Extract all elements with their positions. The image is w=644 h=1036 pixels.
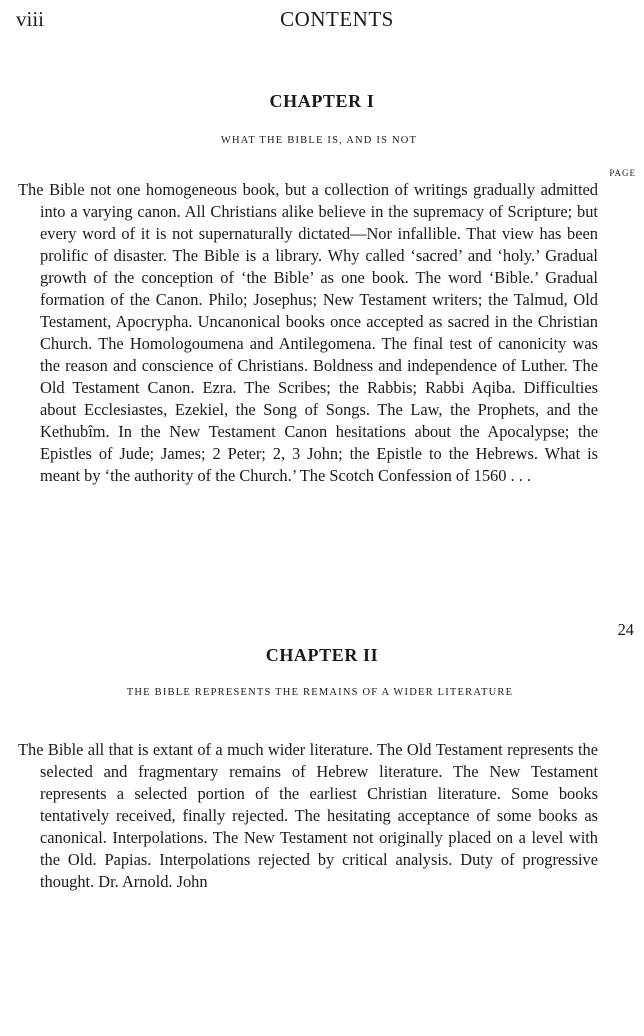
page-number: viii	[16, 7, 45, 31]
running-head	[14, 6, 630, 32]
chapter-title: THE BIBLE REPRESENTS THE REMAINS OF A WIDER LITERATURE	[126, 687, 514, 698]
chapter-heading: CHAPTER II	[265, 645, 379, 665]
page-column-label: PAGE	[609, 168, 636, 178]
chapter-1-entry	[0, 90, 644, 639]
page-reference: 24	[617, 620, 634, 639]
chapter-summary: The Bible all that is extant of a much wider literature. The Old Testament represents the selected and fragmentary remains of Hebrew literature. The New Testament represents a selected portion of the earliest Christian literature. Some books tentatively received, finally rejected. The hesitating acceptance of some books as canonical. Interpolations. The New Testament not originally placed on a level with the Old. Papias. Interpolations rejected by critical analysis. Duty of progressive thought. Dr. Arnold. John	[18, 740, 598, 891]
running-title: CONTENTS	[280, 7, 394, 31]
chapter-title: WHAT THE BIBLE IS, AND IS NOT	[220, 135, 418, 146]
chapter-heading: CHAPTER I	[269, 91, 375, 111]
chapter-2-entry	[0, 644, 644, 891]
chapter-summary: The Bible not one homogeneous book, but a collection of writings gradually admitted into a varying canon. All Christians alike believe in the supremacy of Scripture; but every word of it is not supernaturally dictated—Nor infallible. That view has been prolific of disaster. The Bible is a library. Why called ‘sacred’ and ‘holy.’ Gradual growth of the conception of ‘the Bible’ as one book. The word ‘Bible.’ Gradual formation of the Canon. Philo; Josephus; New Testament writers; the Talmud, Old Testament, Apocrypha. Uncanonical books once accepted as sacred in the Christian Church. The Homologoumena and Antilegomena. The final test of canonicity was the reason and conscience of Christians. Boldness and independence of Luther. The Old Testament Canon. Ezra. The Scribes; the Rabbis; Rabbi Aqiba. Difficulties about Ecclesiastes, Ezekiel, the Song of Songs. The Law, the Prophets, and the Kethubîm. In the New Testament Canon hesitations about the Apocalypse; the Epistles of Jude; James; 2 Peter; 2, 3 John; the Epistle to the Hebrews. What is meant by ‘the authority of the Church.’ The Scotch Confession of 1560 . . .	[18, 180, 598, 485]
